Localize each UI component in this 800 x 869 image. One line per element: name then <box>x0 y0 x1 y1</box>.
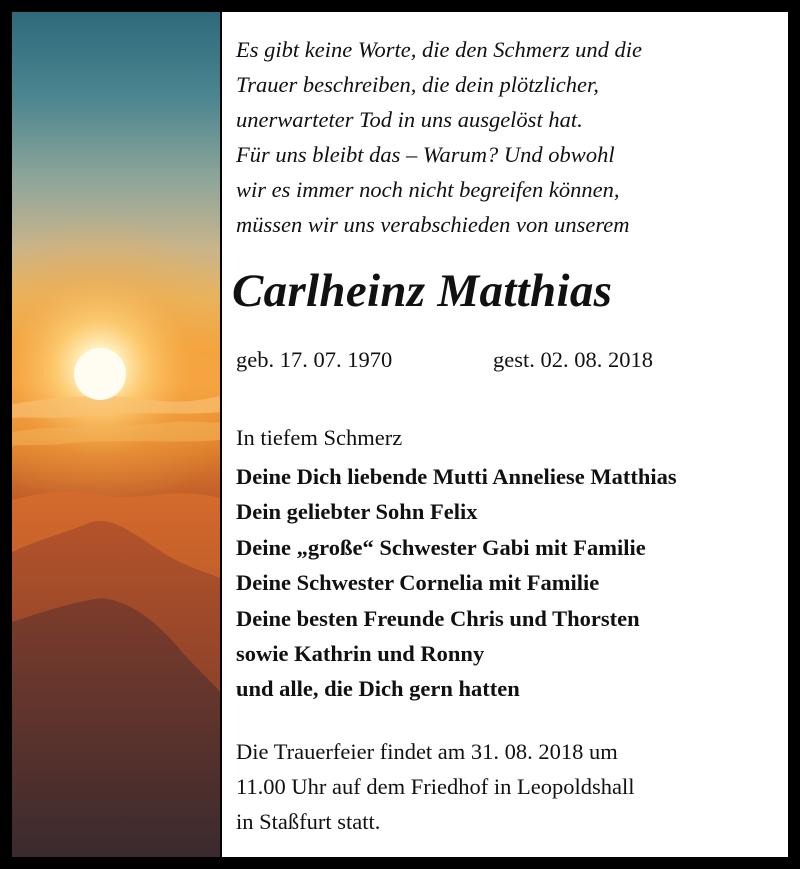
mourner-line: sowie Kathrin und Ronny <box>236 641 485 667</box>
mourner-line: Deine „große“ Schwester Gabi mit Familie <box>236 534 646 560</box>
funeral-notice <box>236 734 634 839</box>
birth-date: geb. 17. 07. 1970 <box>236 347 393 372</box>
mourner-line: Deine besten Freunde Chris und Thorsten <box>236 605 640 631</box>
intro-verse <box>236 32 776 242</box>
death-date: gest. 02. 08. 2018 <box>493 347 653 372</box>
obituary-text-panel <box>222 12 788 857</box>
mourner-line: Deine Schwester Cornelia mit Familie <box>236 570 600 596</box>
sunset-mountain-image <box>12 12 220 857</box>
intro-line: Es gibt keine Worte, die den Schmerz und die <box>236 37 642 62</box>
mourners-intro: In tiefem Schmerz <box>236 425 403 450</box>
mourner-line: Deine Dich liebende Mutti Anneliese Matthias <box>236 464 677 489</box>
mourner-line: und alle, die Dich gern hatten <box>236 676 520 702</box>
intro-line: müssen wir uns verabschieden von unserem <box>236 212 630 237</box>
funeral-line: Die Trauerfeier findet am 31. 08. 2018 um <box>236 739 618 764</box>
funeral-line: in Staßfurt statt. <box>236 809 381 834</box>
intro-line: Für uns bleibt das – Warum? Und obwohl <box>236 142 615 167</box>
sun <box>74 348 126 400</box>
mourner-line: Dein geliebter Sohn Felix <box>236 499 478 525</box>
intro-line: Trauer beschreiben, die dein plötzlicher, <box>236 72 599 97</box>
intro-line: unerwarteter Tod in uns ausgelöst hat. <box>236 107 583 132</box>
mourners-list <box>236 459 677 707</box>
sunset-illustration <box>12 12 220 857</box>
intro-line: wir es immer noch nicht begreifen können, <box>236 177 620 202</box>
funeral-line: 11.00 Uhr auf dem Friedhof in Leopoldshall <box>236 774 635 799</box>
deceased-name: Carlheinz Matthias <box>232 265 613 317</box>
